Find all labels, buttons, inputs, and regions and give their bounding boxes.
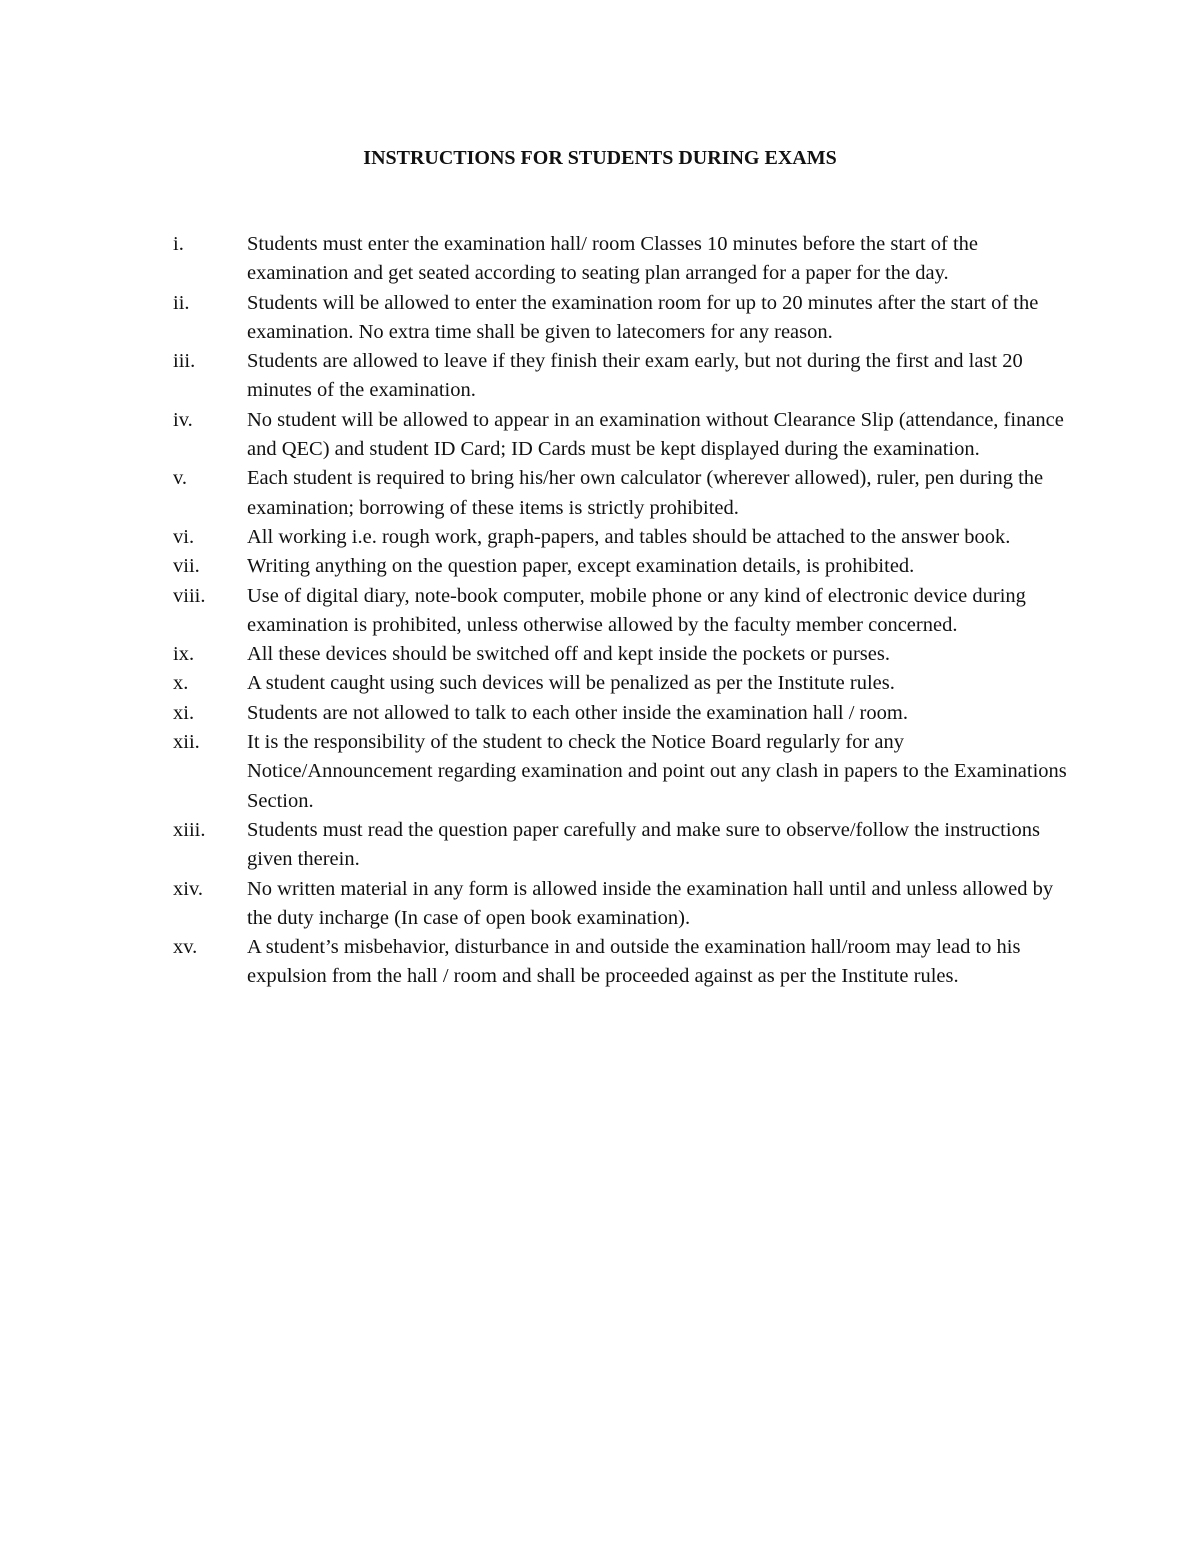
list-item: [173, 669, 1073, 698]
item-number: iii.: [173, 350, 196, 373]
list-item: [173, 582, 1073, 641]
item-number: iv.: [173, 408, 193, 431]
item-text: Writing anything on the question paper, except examination details, is prohibited.: [247, 555, 915, 578]
item-number: ix.: [173, 643, 195, 666]
item-text: No student will be allowed to appear in an examination without Clearance Slip (attendance, finance and QEC) and student ID Card; ID Cards must be kept displayed during the examination.: [247, 408, 1064, 461]
page-title: INSTRUCTIONS FOR STUDENTS DURING EXAMS: [363, 147, 837, 169]
item-text: A student caught using such devices will be penalized as per the Institute rules.: [247, 672, 895, 695]
list-item: [173, 230, 1073, 289]
item-number: xiii.: [173, 818, 206, 841]
list-item: [173, 289, 1073, 348]
instructions-list: [173, 230, 1073, 992]
item-text: Each student is required to bring his/her own calculator (wherever allowed), ruler, pen during the examination; borrowing of these items is strictly prohibited.: [247, 467, 1044, 519]
list-item: [173, 347, 1073, 406]
item-number: xii.: [173, 731, 200, 754]
list-item: [173, 552, 1073, 581]
item-number: i.: [173, 233, 184, 255]
item-text: Use of digital diary, note-book computer, mobile phone or any kind of electronic device during examination is prohibited, unless otherwise allowed by the faculty member concerned.: [247, 584, 1026, 636]
list-item: [173, 464, 1073, 523]
list-item: [173, 640, 1073, 669]
item-number: vi.: [173, 525, 195, 548]
item-text: All working i.e. rough work, graph-papers, and tables should be attached to the answer book.: [247, 525, 1011, 548]
item-text: A student’s misbehavior, disturbance in and outside the examination hall/room may lead to his expulsion from the hall / room and shall be proceeded against as per the Institute rules.: [247, 936, 1021, 988]
item-text: All these devices should be switched off and kept inside the pockets or purses.: [247, 643, 890, 666]
item-number: vii.: [173, 555, 200, 578]
list-item: [173, 523, 1073, 552]
item-number: x.: [173, 672, 189, 695]
item-number: viii.: [173, 584, 206, 607]
list-item: [173, 699, 1073, 728]
item-text: Students will be allowed to enter the examination room for up to 20 minutes after the start of the examination. No extra time shall be given to latecomers for any reason.: [247, 291, 1039, 343]
item-number: xi.: [173, 701, 195, 724]
item-number: xiv.: [173, 877, 203, 900]
item-text: Students must enter the examination hall/ room Classes 10 minutes before the start of the examination and get seated according to seating plan arranged for a paper for the day.: [247, 233, 979, 285]
item-number: xv.: [173, 936, 198, 959]
item-text: Students are not allowed to talk to each other inside the examination hall / room.: [247, 701, 908, 724]
list-item: [173, 933, 1073, 992]
item-text: Students must read the question paper carefully and make sure to observe/follow the instructions given therein.: [247, 818, 1041, 871]
item-text: No written material in any form is allowed inside the examination hall until and unless allowed by the duty incharge (In case of open book examination).: [247, 877, 1054, 929]
item-number: v.: [173, 467, 188, 490]
item-text: It is the responsibility of the student to check the Notice Board regularly for any Notice/Announcement regarding examination and point out any clash in papers to the Examinations Section.: [247, 731, 1067, 812]
list-item: [173, 728, 1073, 816]
list-item: [173, 816, 1073, 875]
item-text: Students are allowed to leave if they finish their exam early, but not during the first and last 20 minutes of the examination.: [247, 350, 1023, 402]
list-item: [173, 875, 1073, 934]
item-number: ii.: [173, 291, 190, 314]
list-item: [173, 406, 1073, 465]
